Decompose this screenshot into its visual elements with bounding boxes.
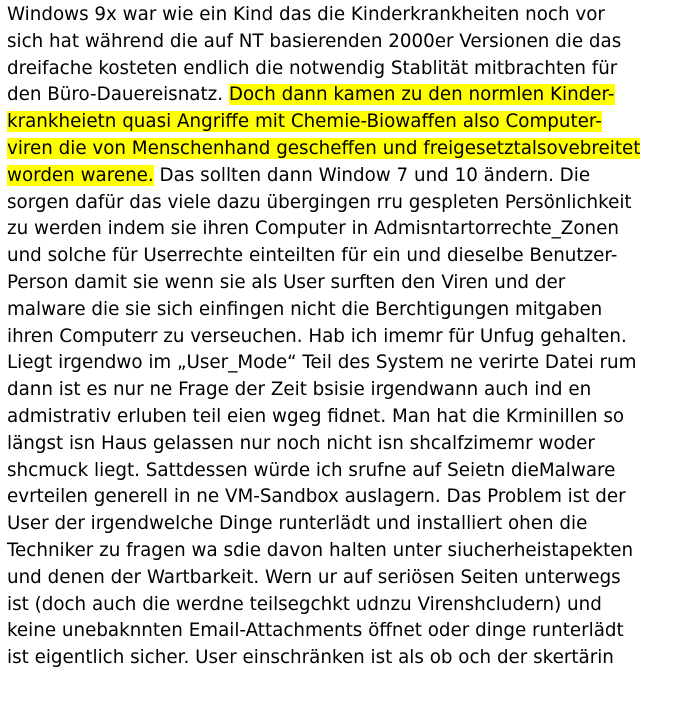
text-line	[7, 645, 683, 672]
text-segment: und solche für Userrechte einteilten für ein und dieselbe Benutzer-	[7, 245, 618, 267]
text-line	[7, 270, 683, 297]
text-segment: admistrativ erluben teil eien wgeg fidnet. Man hat die Krminillen so	[7, 405, 625, 427]
text-segment: Techniker zu fragen wa sdie davon halten unter siucherheistapekten	[7, 539, 634, 561]
text-line	[7, 29, 683, 56]
text-line	[7, 565, 683, 592]
text-line	[7, 216, 683, 243]
text-line	[7, 431, 683, 458]
text-segment: ihren Computerr zu verseuchen. Hab ich imemr für Unfug gehalten.	[7, 325, 627, 347]
text-line	[7, 163, 683, 190]
text-segment: Person damit sie wenn sie als User surften den Viren und der	[7, 271, 566, 293]
text-line	[7, 404, 683, 431]
text-line	[7, 56, 683, 83]
text-line	[7, 190, 683, 217]
highlighted-text: worden warene.	[7, 164, 154, 186]
text-segment: Das sollten dann Window 7 und 10 ändern. Die	[153, 164, 591, 186]
text-segment: ist (doch auch die werdne teilsegchkt udnzu Virenshcludern) und	[7, 593, 602, 615]
text-segment: sorgen dafür das viele dazu übergingen rru gespleten Persönlichkeit	[7, 191, 632, 213]
text-line	[7, 2, 683, 29]
document-page	[7, 2, 683, 672]
text-line	[7, 136, 683, 163]
text-line	[7, 324, 683, 351]
text-line	[7, 109, 683, 136]
text-segment: den Büro-Dauereisnatz.	[7, 84, 229, 106]
text-line	[7, 377, 683, 404]
text-segment: malware die sie sich einfingen nicht die Berchtigungen mitgaben	[7, 298, 603, 320]
text-segment: User der irgendwelche Dinge runterlädt und installiert ohen die	[7, 513, 588, 535]
text-segment: dreifache kosteten endlich die notwendig Stablität mitbrachten für	[7, 57, 618, 79]
text-line	[7, 82, 683, 109]
text-segment: keine unebaknnten Email-Attachments öffnet oder dinge runterlädt	[7, 620, 624, 642]
text-segment: ist eigentlich sicher. User einschränken ist als ob och der skertärin	[7, 647, 614, 669]
text-line	[7, 297, 683, 324]
text-segment: zu werden indem sie ihren Computer in Admisntartorrechte_Zonen	[7, 218, 619, 240]
text-line	[7, 484, 683, 511]
text-segment: evrteilen generell in ne VM-Sandbox auslagern. Das Problem ist der	[7, 486, 626, 508]
text-segment: dann ist es nur ne Frage der Zeit bsisie irgendwann auch ind en	[7, 379, 592, 401]
text-segment: shcmuck liegt. Sattdessen würde ich srufne auf Seietn dieMalware	[7, 459, 616, 481]
text-line	[7, 458, 683, 485]
text-segment: und denen der Wartbarkeit. Wern ur auf seriösen Seiten unterwegs	[7, 566, 621, 588]
text-line	[7, 243, 683, 270]
highlighted-text: Doch dann kamen zu den normlen Kinder-	[228, 84, 615, 106]
text-segment: Windows 9x war wie ein Kind das die Kinderkrankheiten noch vor	[7, 4, 605, 25]
text-segment: sich hat während die auf NT basierenden 2000er Versionen die das	[7, 30, 622, 52]
text-line	[7, 618, 683, 645]
text-line	[7, 511, 683, 538]
highlighted-text: krankheietn quasi Angriffe mit Chemie-Biowaffen also Computer-	[7, 111, 602, 133]
text-segment: längst isn Haus gelassen nur noch nicht isn shcalfzimemr woder	[7, 432, 595, 454]
text-line	[7, 538, 683, 565]
highlighted-text: viren die von Menschenhand gescheffen und freigesetztalsovebreitet	[7, 137, 641, 159]
text-line	[7, 592, 683, 619]
text-segment: Liegt irgendwo im „User_Mode“ Teil des System ne verirte Datei rum	[7, 352, 637, 374]
text-line	[7, 350, 683, 377]
